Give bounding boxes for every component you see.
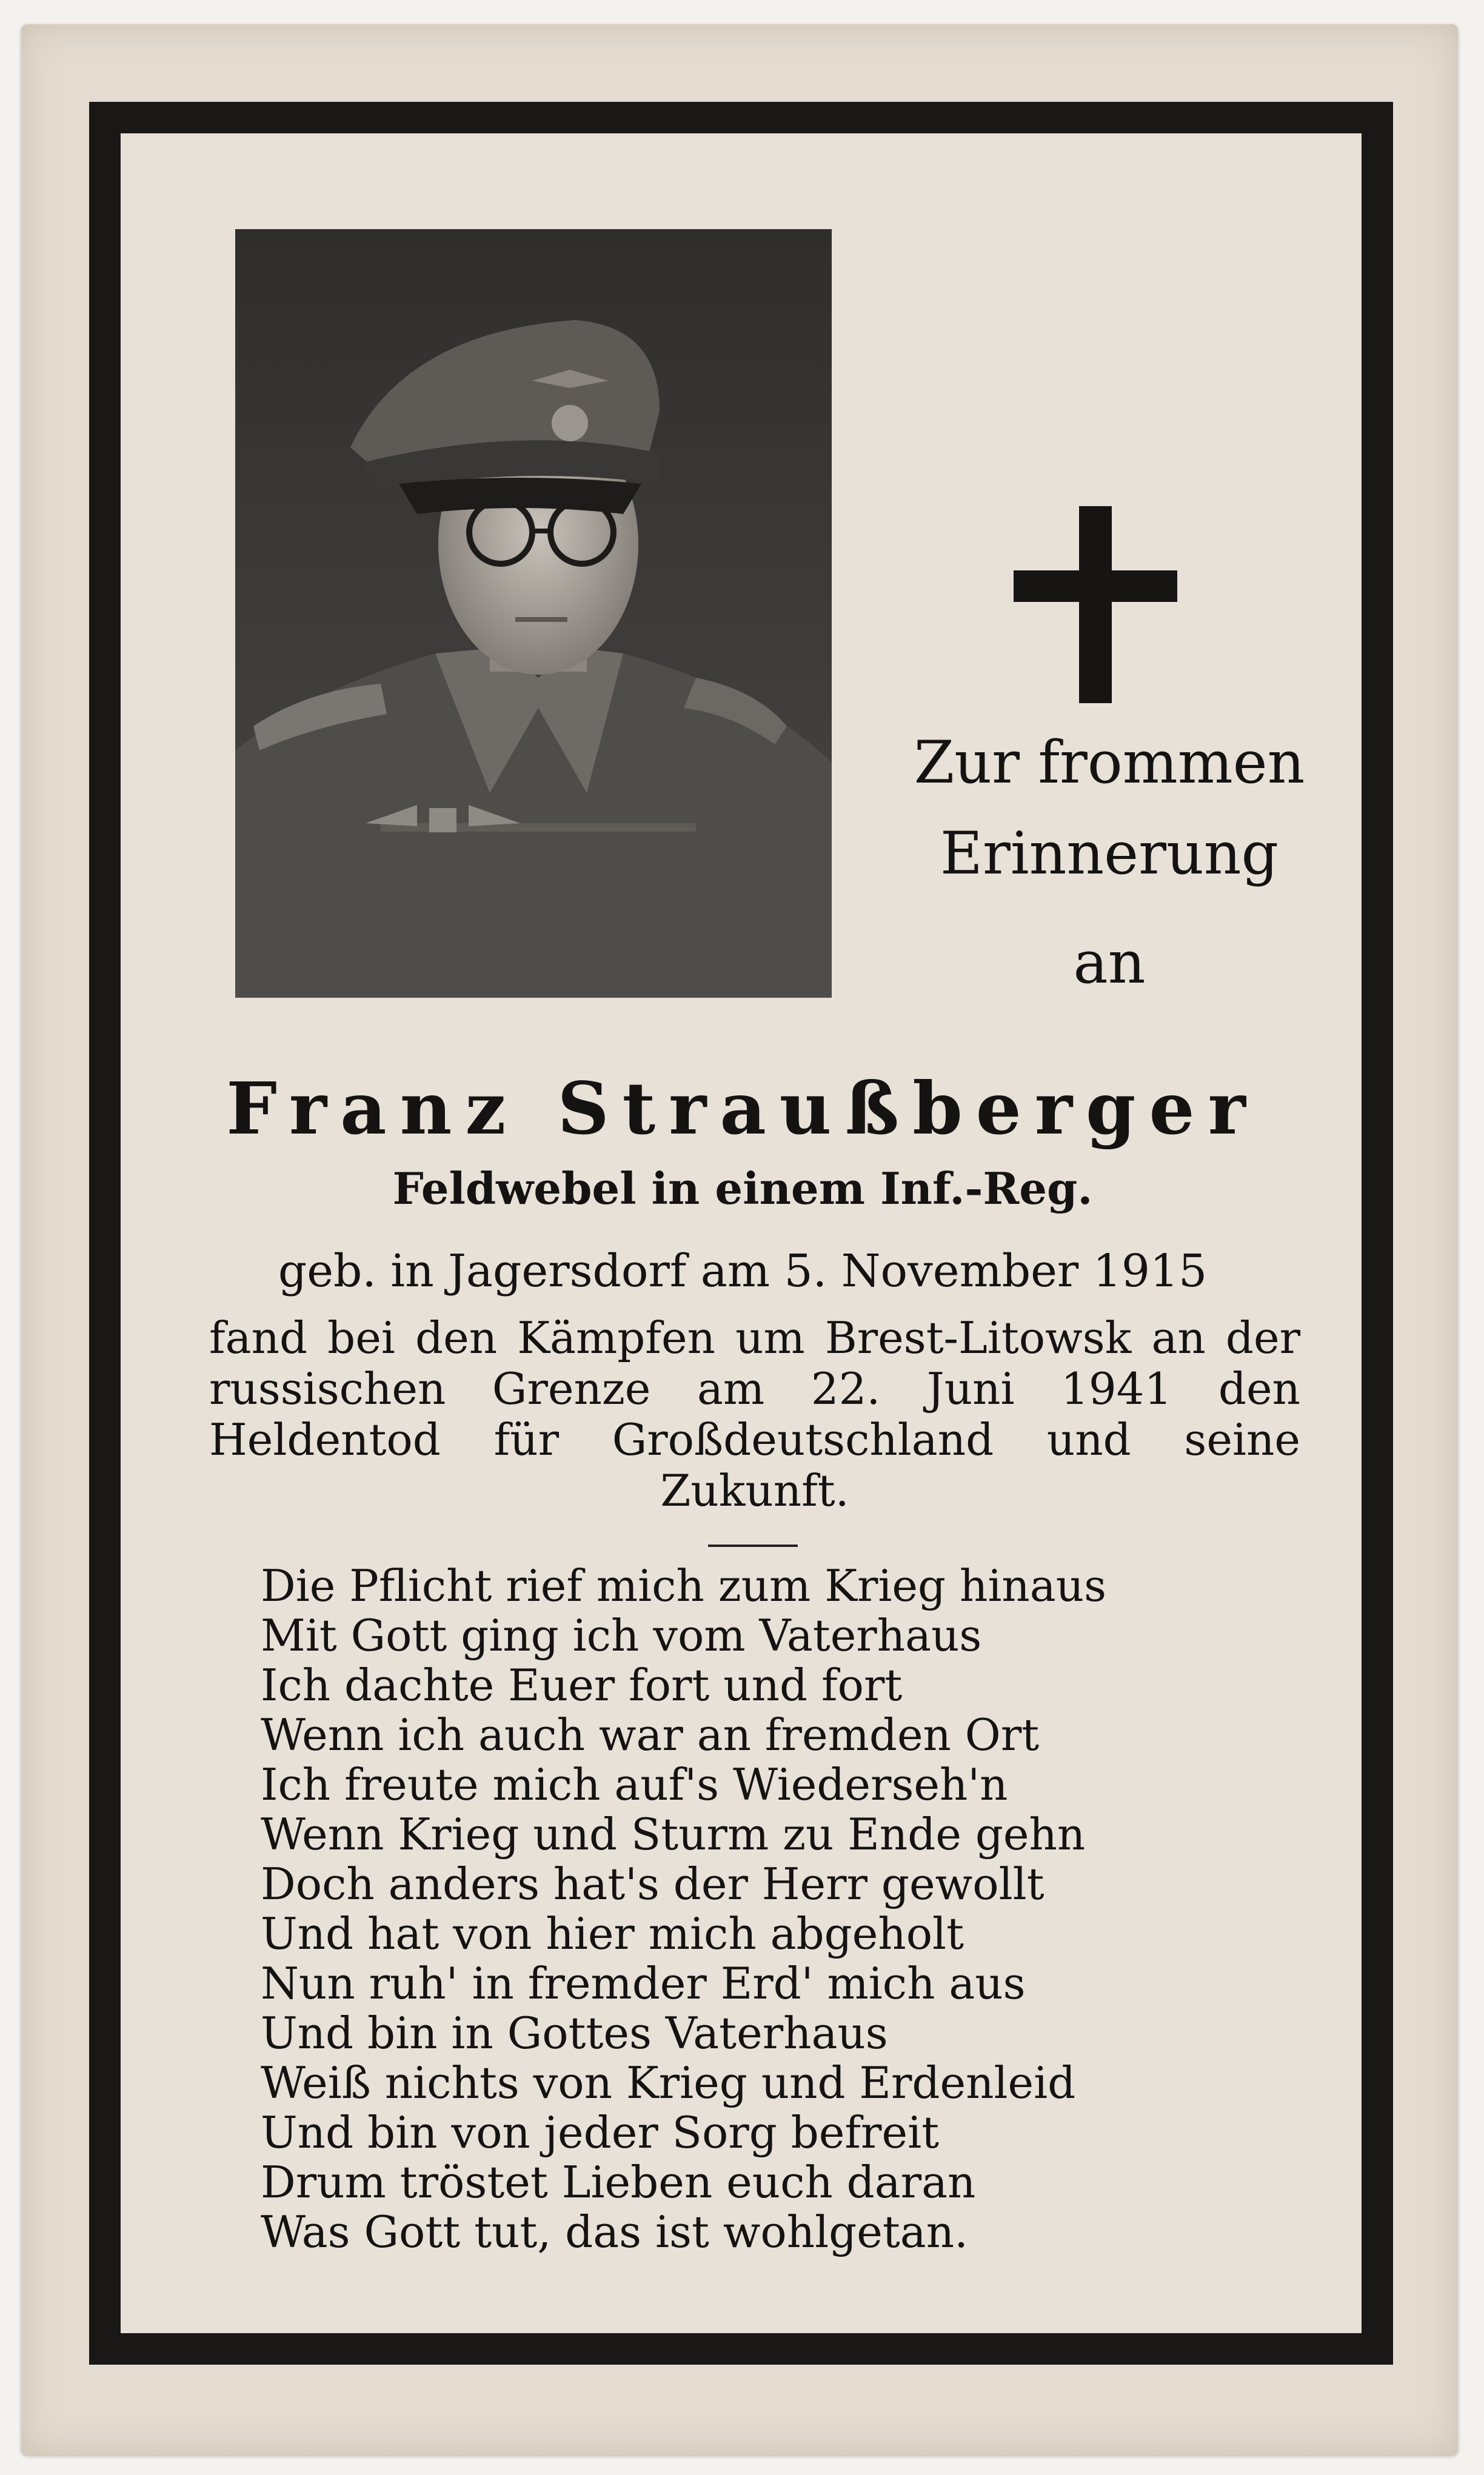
- poem-line: Drum tröstet Lieben euch daran: [261, 2157, 976, 2208]
- heading-line-2: Erinnerung: [940, 820, 1279, 887]
- cross-icon: [1014, 506, 1177, 703]
- divider: [708, 1545, 798, 1547]
- poem-line: Wenn ich auch war an fremden Ort: [261, 1709, 1040, 1760]
- soldier-portrait-photo: [235, 229, 832, 998]
- military-rank: Feldwebel in einem Inf.-Reg.: [392, 1163, 1093, 1214]
- heading-line-3: an: [1073, 929, 1146, 997]
- poem-line: Ich dachte Euer fort und fort: [261, 1660, 903, 1711]
- poem-line: Doch anders hat's der Herr gewollt: [261, 1859, 1044, 1909]
- heading-line-1: Zur frommen: [914, 729, 1305, 797]
- poem-line: Mit Gott ging ich vom Vaterhaus: [261, 1610, 982, 1661]
- poem-line: Weiß nichts von Krieg und Erdenleid: [261, 2057, 1076, 2108]
- birth-line: geb. in Jagersdorf am 5. November 1915: [278, 1245, 1208, 1297]
- poem-line: Und hat von hier mich abgeholt: [261, 1908, 964, 1959]
- poem-line: Ich freute mich auf's Wiederseh'n: [261, 1759, 1008, 1810]
- poem-line: Wenn Krieg und Sturm zu Ende gehn: [261, 1809, 1086, 1860]
- poem-line: Und bin von jeder Sorg befreit: [261, 2107, 940, 2158]
- poem-line: Nun ruh' in fremder Erd' mich aus: [261, 1958, 1026, 2009]
- deceased-name: Franz Straußberger: [226, 1066, 1259, 1151]
- memorial-poem: [261, 1561, 1291, 2257]
- death-description: fand bei den Kämpfen um Brest-Litowsk an der russischen Grenze am 22. Juni 1941 den Heldentod für Großdeutschland und seine Zukunft.: [209, 1312, 1300, 1516]
- poem-line: Was Gott tut, das ist wohlgetan.: [261, 2206, 968, 2257]
- poem-line: Und bin in Gottes Vaterhaus: [261, 2008, 888, 2059]
- poem-line: Die Pflicht rief mich zum Krieg hinaus: [261, 1560, 1107, 1611]
